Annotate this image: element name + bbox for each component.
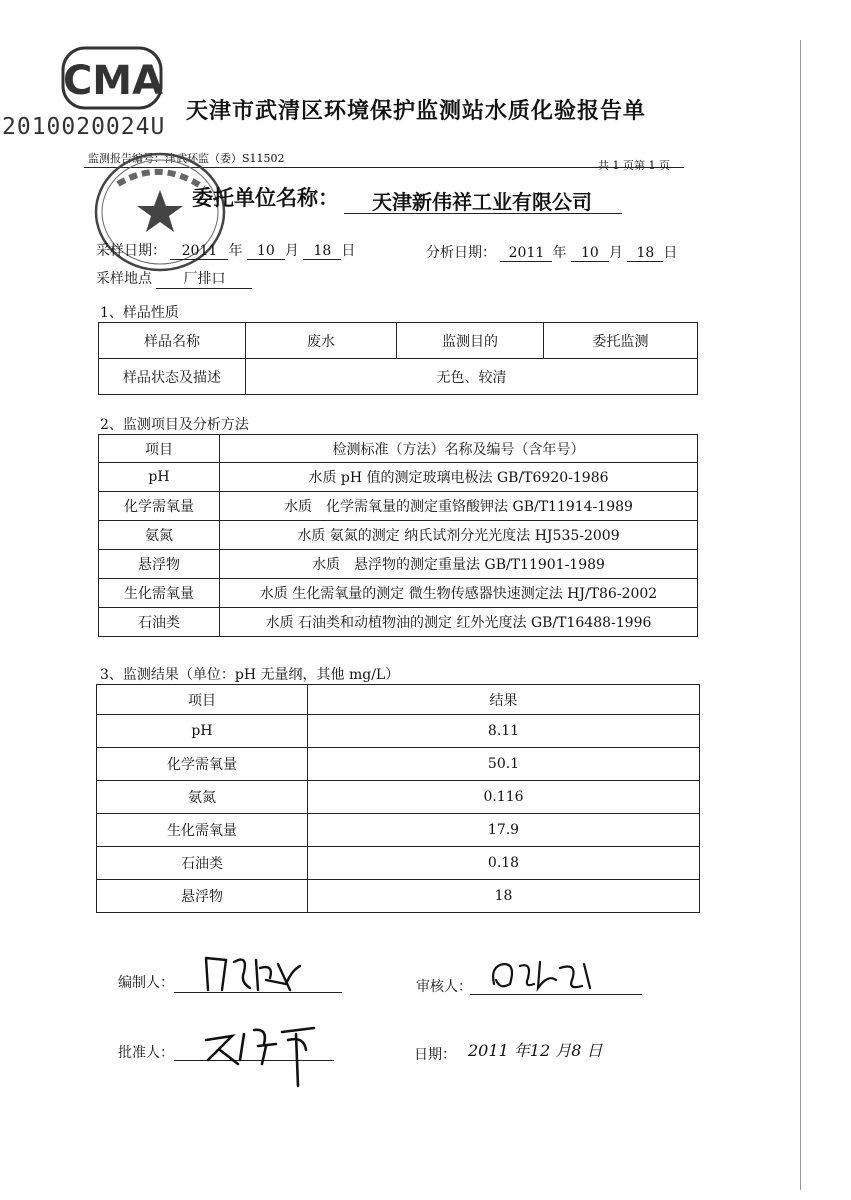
- method-text: 水质 化学需氧量的测定重铬酸钾法 GB/T11914-1989: [220, 492, 698, 521]
- reviewer-label: 审核人：: [416, 979, 472, 995]
- result-item: 化学需氧量: [97, 748, 308, 781]
- result-item: 氨氮: [97, 781, 308, 814]
- result-value: 0.116: [308, 781, 700, 814]
- analysis-year: 2011: [500, 245, 552, 262]
- method-text: 水质 悬浮物的测定重量法 GB/T11901-1989: [220, 550, 698, 579]
- sampling-location: [96, 268, 252, 289]
- result-item: 悬浮物: [97, 880, 308, 913]
- table-row: [99, 463, 698, 492]
- table-row: [99, 521, 698, 550]
- method-item: 化学需氧量: [99, 492, 220, 521]
- method-item: 石油类: [99, 608, 220, 637]
- page-edge: [800, 40, 801, 1190]
- sampling-day-unit: 日: [341, 243, 356, 259]
- table-row: [97, 715, 700, 748]
- method-text: 水质 氨氮的测定 纳氏试剂分光光度法 HJ535-2009: [220, 521, 698, 550]
- purpose-label: 监测目的: [397, 323, 544, 359]
- result-value: 8.11: [308, 715, 700, 748]
- client-underline: [344, 213, 622, 214]
- compiler-label: 编制人：: [118, 975, 174, 991]
- table-row: [99, 608, 698, 637]
- approver-label: 批准人：: [118, 1045, 174, 1061]
- client-name: 天津新伟祥工业有限公司: [372, 190, 592, 214]
- results-table: [96, 684, 700, 913]
- sample-name-label: 样品名称: [99, 323, 246, 359]
- results-header-item: 项目: [97, 685, 308, 715]
- sample-info-table: [98, 322, 698, 395]
- method-item: 氨氮: [99, 521, 220, 550]
- result-item: pH: [97, 715, 308, 748]
- page-title: 天津市武清区环境保护监测站水质化验报告单: [186, 98, 647, 124]
- table-row: [97, 748, 700, 781]
- analysis-month: 10: [571, 245, 609, 262]
- cma-logo: [60, 42, 166, 114]
- analysis-year-unit: 年: [552, 245, 567, 261]
- table-row: [97, 814, 700, 847]
- result-item: 生化需氧量: [97, 814, 308, 847]
- method-text: 水质 石油类和动植物油的测定 红外光度法 GB/T16488-1996: [220, 608, 698, 637]
- section2-title: 2、监测项目及分析方法: [100, 417, 249, 433]
- table-row: [99, 492, 698, 521]
- result-value: 18: [308, 880, 700, 913]
- sampling-location-label: 采样地点: [96, 271, 152, 287]
- sampling-date: [96, 240, 355, 260]
- signature-date: 2011 年12 月8 日: [468, 1041, 603, 1060]
- section3-title: 3、监测结果（单位：pH 无量纲，其他 mg/L）: [100, 667, 400, 683]
- section1-title: 1、样品性质: [100, 305, 179, 321]
- method-text: 水质 生化需氧量的测定 微生物传感器快速测定法 HJ/T86-2002: [220, 579, 698, 608]
- table-row: [97, 847, 700, 880]
- analysis-day: 18: [627, 245, 663, 262]
- method-item: 悬浮物: [99, 550, 220, 579]
- sampling-year: 2011: [170, 243, 228, 260]
- purpose-value: 委托监测: [544, 323, 698, 359]
- method-item: 生化需氧量: [99, 579, 220, 608]
- sample-name-value: 废水: [246, 323, 397, 359]
- approver-signature: [198, 1020, 328, 1090]
- table-row: [99, 579, 698, 608]
- sample-state-value: 无色、较清: [246, 359, 698, 395]
- results-header-result: 结果: [308, 685, 700, 715]
- result-value: 17.9: [308, 814, 700, 847]
- sample-state-label: 样品状态及描述: [99, 359, 246, 395]
- analysis-date-label: 分析日期：: [426, 245, 496, 261]
- date-label: 日期：: [414, 1047, 456, 1063]
- sampling-year-unit: 年: [228, 243, 243, 259]
- page-info: 共 1 页第 1 页: [598, 159, 670, 172]
- client-label: 委托单位名称：: [192, 185, 339, 210]
- cma-number: 2010020024U: [2, 114, 166, 140]
- method-table: [98, 434, 698, 637]
- result-value: 0.18: [308, 847, 700, 880]
- method-table-header-method: 检测标准（方法）名称及编号（含年号）: [220, 435, 698, 463]
- result-value: 50.1: [308, 748, 700, 781]
- table-row: [97, 781, 700, 814]
- sampling-month: 10: [247, 243, 285, 260]
- table-row: [97, 880, 700, 913]
- table-row: [99, 550, 698, 579]
- sampling-month-unit: 月: [284, 243, 299, 259]
- sampling-day: 18: [303, 243, 341, 260]
- sampling-date-label: 采样日期：: [96, 243, 166, 259]
- reviewer-signature: [486, 954, 596, 996]
- analysis-date: [426, 242, 677, 262]
- compiler-signature: [200, 950, 310, 996]
- result-item: 石油类: [97, 847, 308, 880]
- method-table-header-item: 项目: [99, 435, 220, 463]
- sampling-location-value: 厂排口: [156, 268, 252, 289]
- analysis-month-unit: 月: [608, 245, 623, 261]
- report-number: 监测报告编号：津武环监（委）S11502: [88, 152, 285, 165]
- cma-logo-text: CMA: [62, 58, 164, 104]
- method-item: pH: [99, 463, 220, 492]
- analysis-day-unit: 日: [663, 245, 678, 261]
- official-seal: [88, 150, 238, 280]
- method-text: 水质 pH 值的测定玻璃电极法 GB/T6920-1986: [220, 463, 698, 492]
